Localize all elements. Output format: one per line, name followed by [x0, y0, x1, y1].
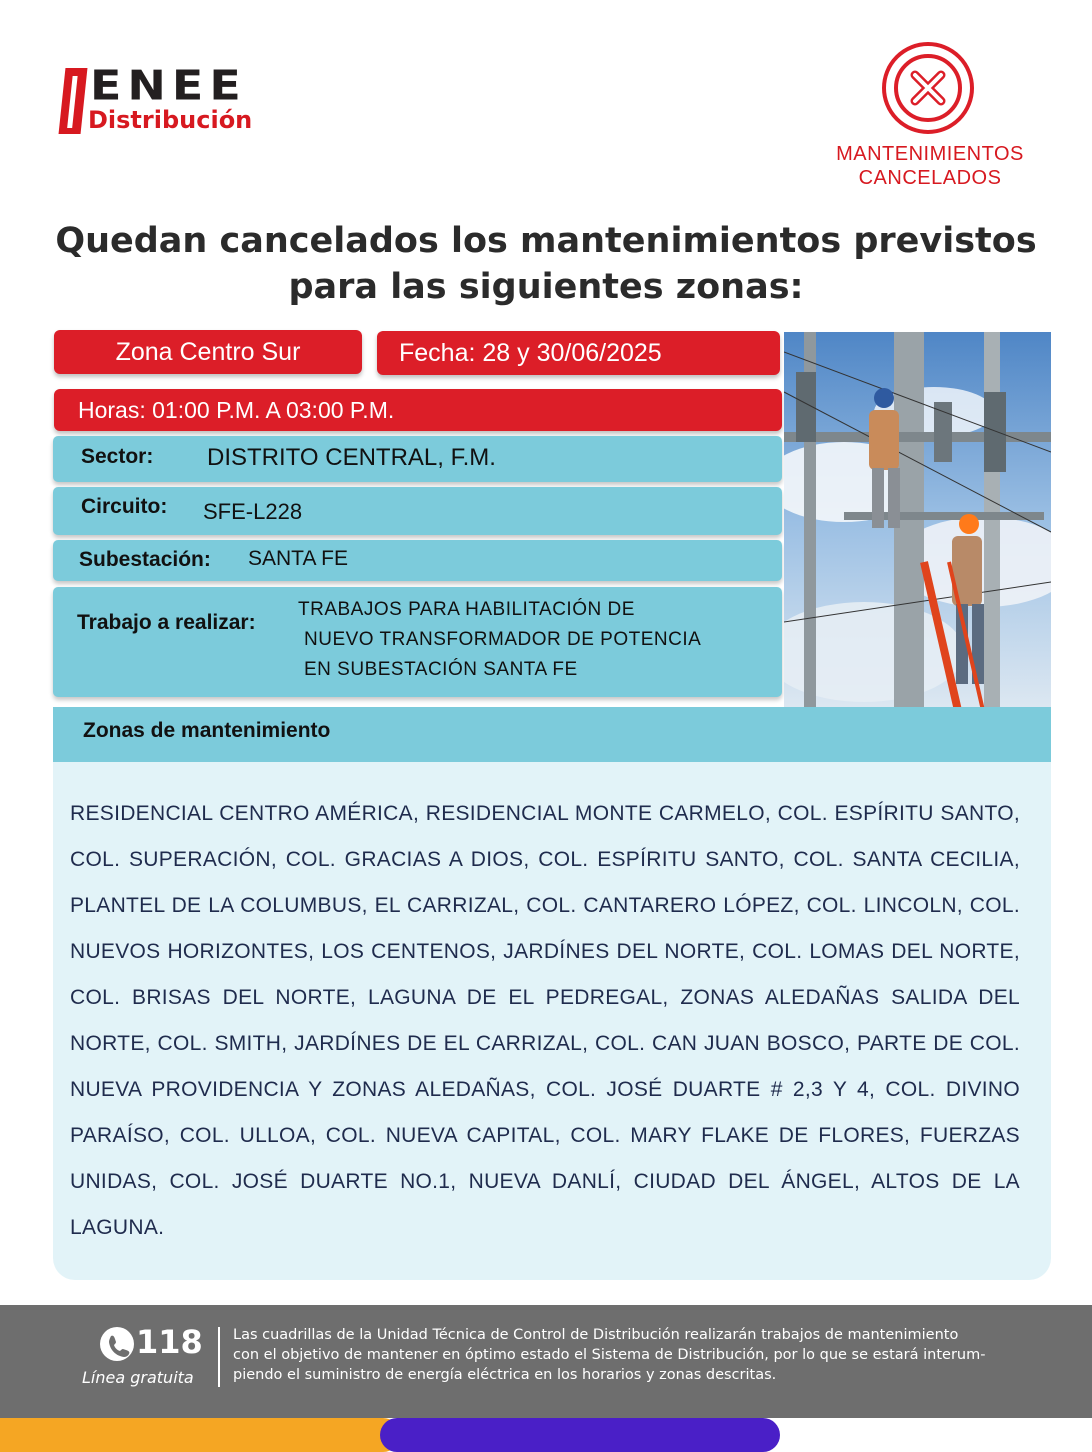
circuito-label: Circuito: — [81, 495, 168, 518]
circuito-row — [53, 487, 782, 535]
footer-line-2: con el objetivo de mantener en óptimo estado el Sistema de Distribución, por lo que se estará interum- — [233, 1347, 986, 1363]
sector-label: Sector: — [81, 445, 154, 468]
subestacion-label: Subestación: — [79, 548, 211, 571]
cancel-badge-text — [820, 142, 1040, 190]
x-circle-icon — [880, 40, 976, 136]
trabajo-line-2: NUEVO TRANSFORMADOR DE POTENCIA — [304, 629, 702, 650]
badge-line-1: MANTENIMIENTOS — [836, 143, 1024, 165]
footer — [0, 1305, 1092, 1418]
trabajo-label: Trabajo a realizar: — [77, 611, 256, 634]
phone-number: 118 — [136, 1323, 203, 1361]
orange-stripe — [0, 1418, 400, 1452]
zona-pill: Zona Centro Sur — [54, 330, 362, 374]
headline-line-1: Quedan cancelados los mantenimientos previstos — [55, 221, 1037, 261]
trabajo-row — [53, 587, 782, 697]
purple-stripe — [380, 1418, 780, 1452]
logo-word: ENEE — [90, 60, 247, 110]
fecha-pill: Fecha: 28 y 30/06/2025 — [377, 331, 780, 375]
subestacion-value: SANTA FE — [248, 547, 348, 570]
logo-mark — [59, 68, 88, 134]
sector-value: DISTRITO CENTRAL, F.M. — [207, 444, 496, 471]
enee-logo — [58, 62, 288, 142]
zonas-list: RESIDENCIAL CENTRO AMÉRICA, RESIDENCIAL MONTE CARMELO, COL. ESPÍRITU SANTO, COL. SUPERACIÓN, COL. GRACIAS A DIOS, COL. ESPÍRITU SANTO, COL. SANTA CECILIA, PLANTEL DE LA COLUMBUS, EL CARRIZAL, COL. CANTARERO LÓPEZ, COL. LINCOLN, COL. NUEVOS HORIZONTES, LOS CENTENOS, JARDÍNES DEL NORTE, COL. LOMAS DEL NORTE, COL. BRISAS DEL NORTE, LAGUNA DE EL PEDREGAL, ZONAS ALEDAÑAS SALIDA DEL NORTE, COL. SMITH, JARDÍNES DE EL CARRIZAL, COL. CAN JUAN BOSCO, PARTE DE COL. NUEVA PROVIDENCIA Y ZONAS ALEDAÑAS, COL. JOSÉ DUARTE # 2,3 Y 4, COL. DIVINO PARAÍSO, COL. ULLOA, COL. NUEVA CAPITAL, COL. MARY FLAKE DE FLORES, FUERZAS UNIDAS, COL. JOSÉ DUARTE NO.1, NUEVA DANLÍ, CIUDAD DEL ÁNGEL, ALTOS DE LA LAGUNA. — [70, 802, 1020, 1239]
horas-pill: Horas: 01:00 P.M. A 03:00 P.M. — [54, 389, 782, 431]
footer-line-1: Las cuadrillas de la Unidad Técnica de Control de Distribución realizarán trabajos de mantenimiento — [233, 1327, 959, 1343]
footer-divider — [218, 1327, 220, 1387]
trabajo-line-1: TRABAJOS PARA HABILITACIÓN DE — [298, 599, 635, 620]
trabajo-value — [298, 595, 701, 685]
trabajo-line-3: EN SUBESTACIÓN SANTA FE — [304, 659, 578, 680]
headline-line-2: para las siguientes zonas: — [288, 267, 804, 307]
sector-row — [53, 436, 782, 482]
phone-icon — [100, 1327, 134, 1361]
circuito-value: SFE-L228 — [203, 499, 303, 524]
subestacion-row — [53, 540, 782, 581]
linemen-photo — [784, 332, 1051, 715]
zonas-body — [53, 762, 1051, 1280]
headline — [20, 218, 1072, 310]
phone-label: Línea gratuita — [82, 1368, 194, 1387]
zonas-header — [53, 707, 1051, 762]
zonas-title: Zonas de mantenimiento — [83, 719, 331, 742]
badge-line-2: CANCELADOS — [858, 167, 1002, 189]
logo-subtitle: Distribución — [88, 106, 253, 134]
footer-line-3: piendo el suministro de energía eléctrica en los horarios y zonas descritas. — [233, 1367, 777, 1383]
footer-text — [233, 1325, 1033, 1385]
